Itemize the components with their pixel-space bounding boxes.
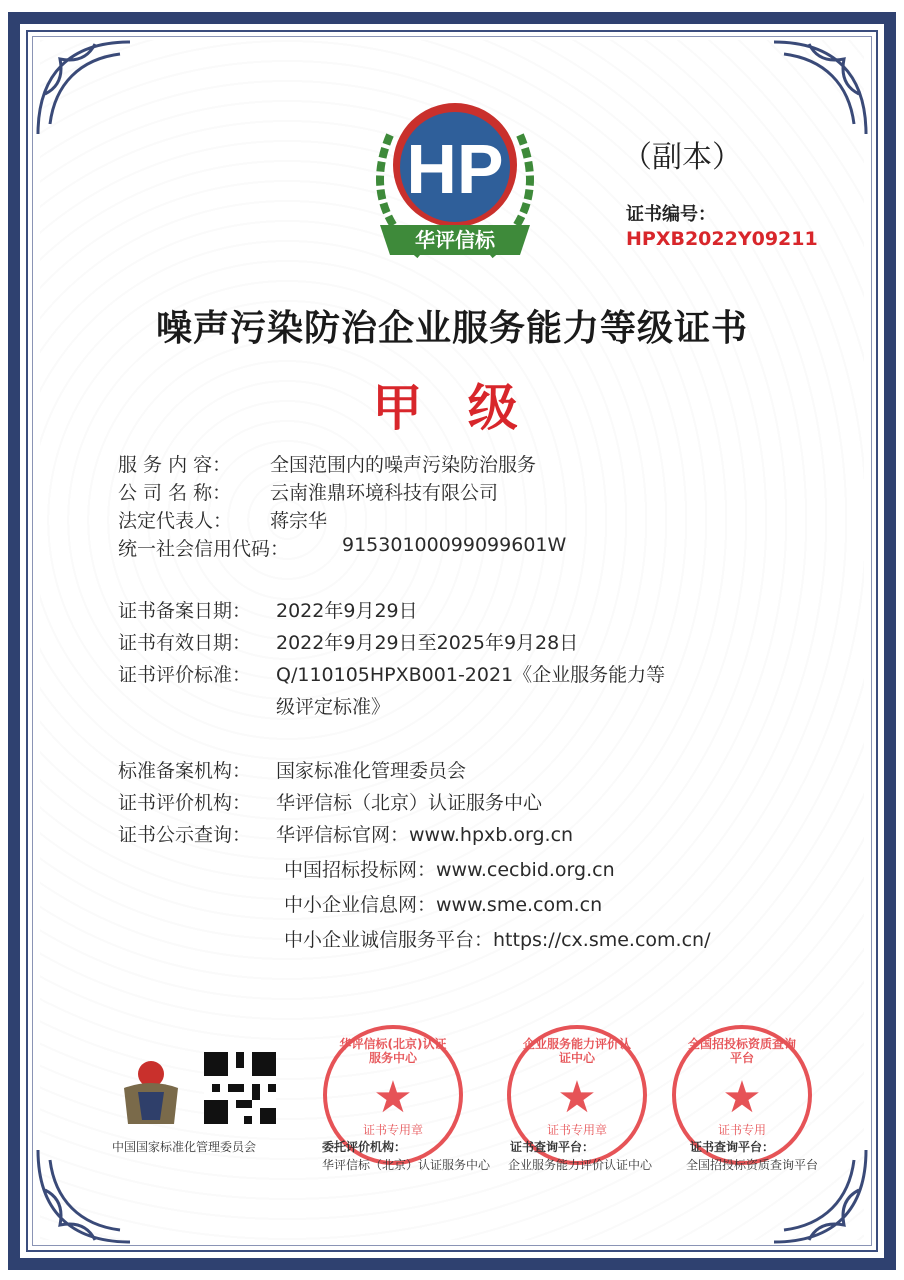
stamp-caption: 全国招投标资质查询平台 [686, 1158, 819, 1172]
query-site: 中国招标投标网：www.cecbid.org.cn [284, 859, 615, 881]
copy-label: （副本） [622, 140, 742, 175]
field-credit-code: 统一社会信用代码： 91530100099099601W [118, 534, 567, 560]
stamp-label: 委托评价机构： [322, 1140, 407, 1154]
grade-level: 甲 级 [372, 379, 532, 437]
stamp-label: 证书查询平台： [510, 1140, 595, 1154]
field-legal-rep: 法定代表人： 蒋宗华 [118, 510, 328, 532]
field-valid-date: 证书有效日期： 2022年9月29日至2025年9月28日 [118, 632, 579, 654]
svg-text:HP: HP [406, 130, 504, 208]
cert-number: HPXB2022Y09211 [626, 228, 818, 250]
field-service: 服 务 内 容： 全国范围内的噪声污染防治服务 [118, 454, 537, 476]
svg-text:华评信标: 华评信标 [415, 228, 495, 252]
corner-ornament-icon [30, 34, 140, 144]
stamp-caption: 华评信标（北京）认证服务中心 [322, 1158, 491, 1172]
corner-ornament-icon [764, 34, 874, 144]
seal-stamp: 华评信标(北京)认证服务中心 ★ 证书专用章 [323, 1025, 463, 1165]
corner-ornament-icon [764, 1140, 874, 1250]
field-company: 公 司 名 称： 云南淮鼎环境科技有限公司 [118, 482, 499, 504]
seal-stamp: 企业服务能力评价认证中心 ★ 证书专用章 [507, 1025, 647, 1165]
corner-ornament-icon [30, 1140, 140, 1250]
seal-stamp: 全国招投标资质查询平台 ★ 证书专用 [672, 1025, 812, 1165]
certificate-title: 噪声污染防治企业服务能力等级证书 [155, 308, 748, 349]
field-evaluation-agency: 证书评价机构： 华评信标（北京）认证服务中心 [118, 792, 543, 814]
stamp-caption: 企业服务能力评价认证中心 [508, 1158, 653, 1172]
qr-code-icon [204, 1052, 276, 1124]
field-record-date: 证书备案日期： 2022年9月29日 [118, 600, 418, 622]
hpxb-logo [360, 95, 550, 280]
stamp-label: 证书查询平台： [690, 1140, 775, 1154]
field-standard-agency: 标准备案机构： 国家标准化管理委员会 [118, 760, 467, 782]
query-site: 中小企业诚信服务平台：https://cx.sme.com.cn/ [284, 929, 711, 951]
field-public-query: 证书公示查询： 华评信标官网：www.hpxb.org.cn [118, 824, 574, 846]
emblem-caption: 中国国家标准化管理委员会 [112, 1140, 257, 1154]
field-standard: 证书评价标准： Q/110105HPXB001-2021《企业服务能力等 级评定标准》 [118, 664, 666, 718]
query-site: 中小企业信息网：www.sme.com.cn [284, 894, 603, 916]
cert-number-label: 证书编号： [626, 204, 716, 225]
national-emblem-icon [116, 1058, 186, 1130]
